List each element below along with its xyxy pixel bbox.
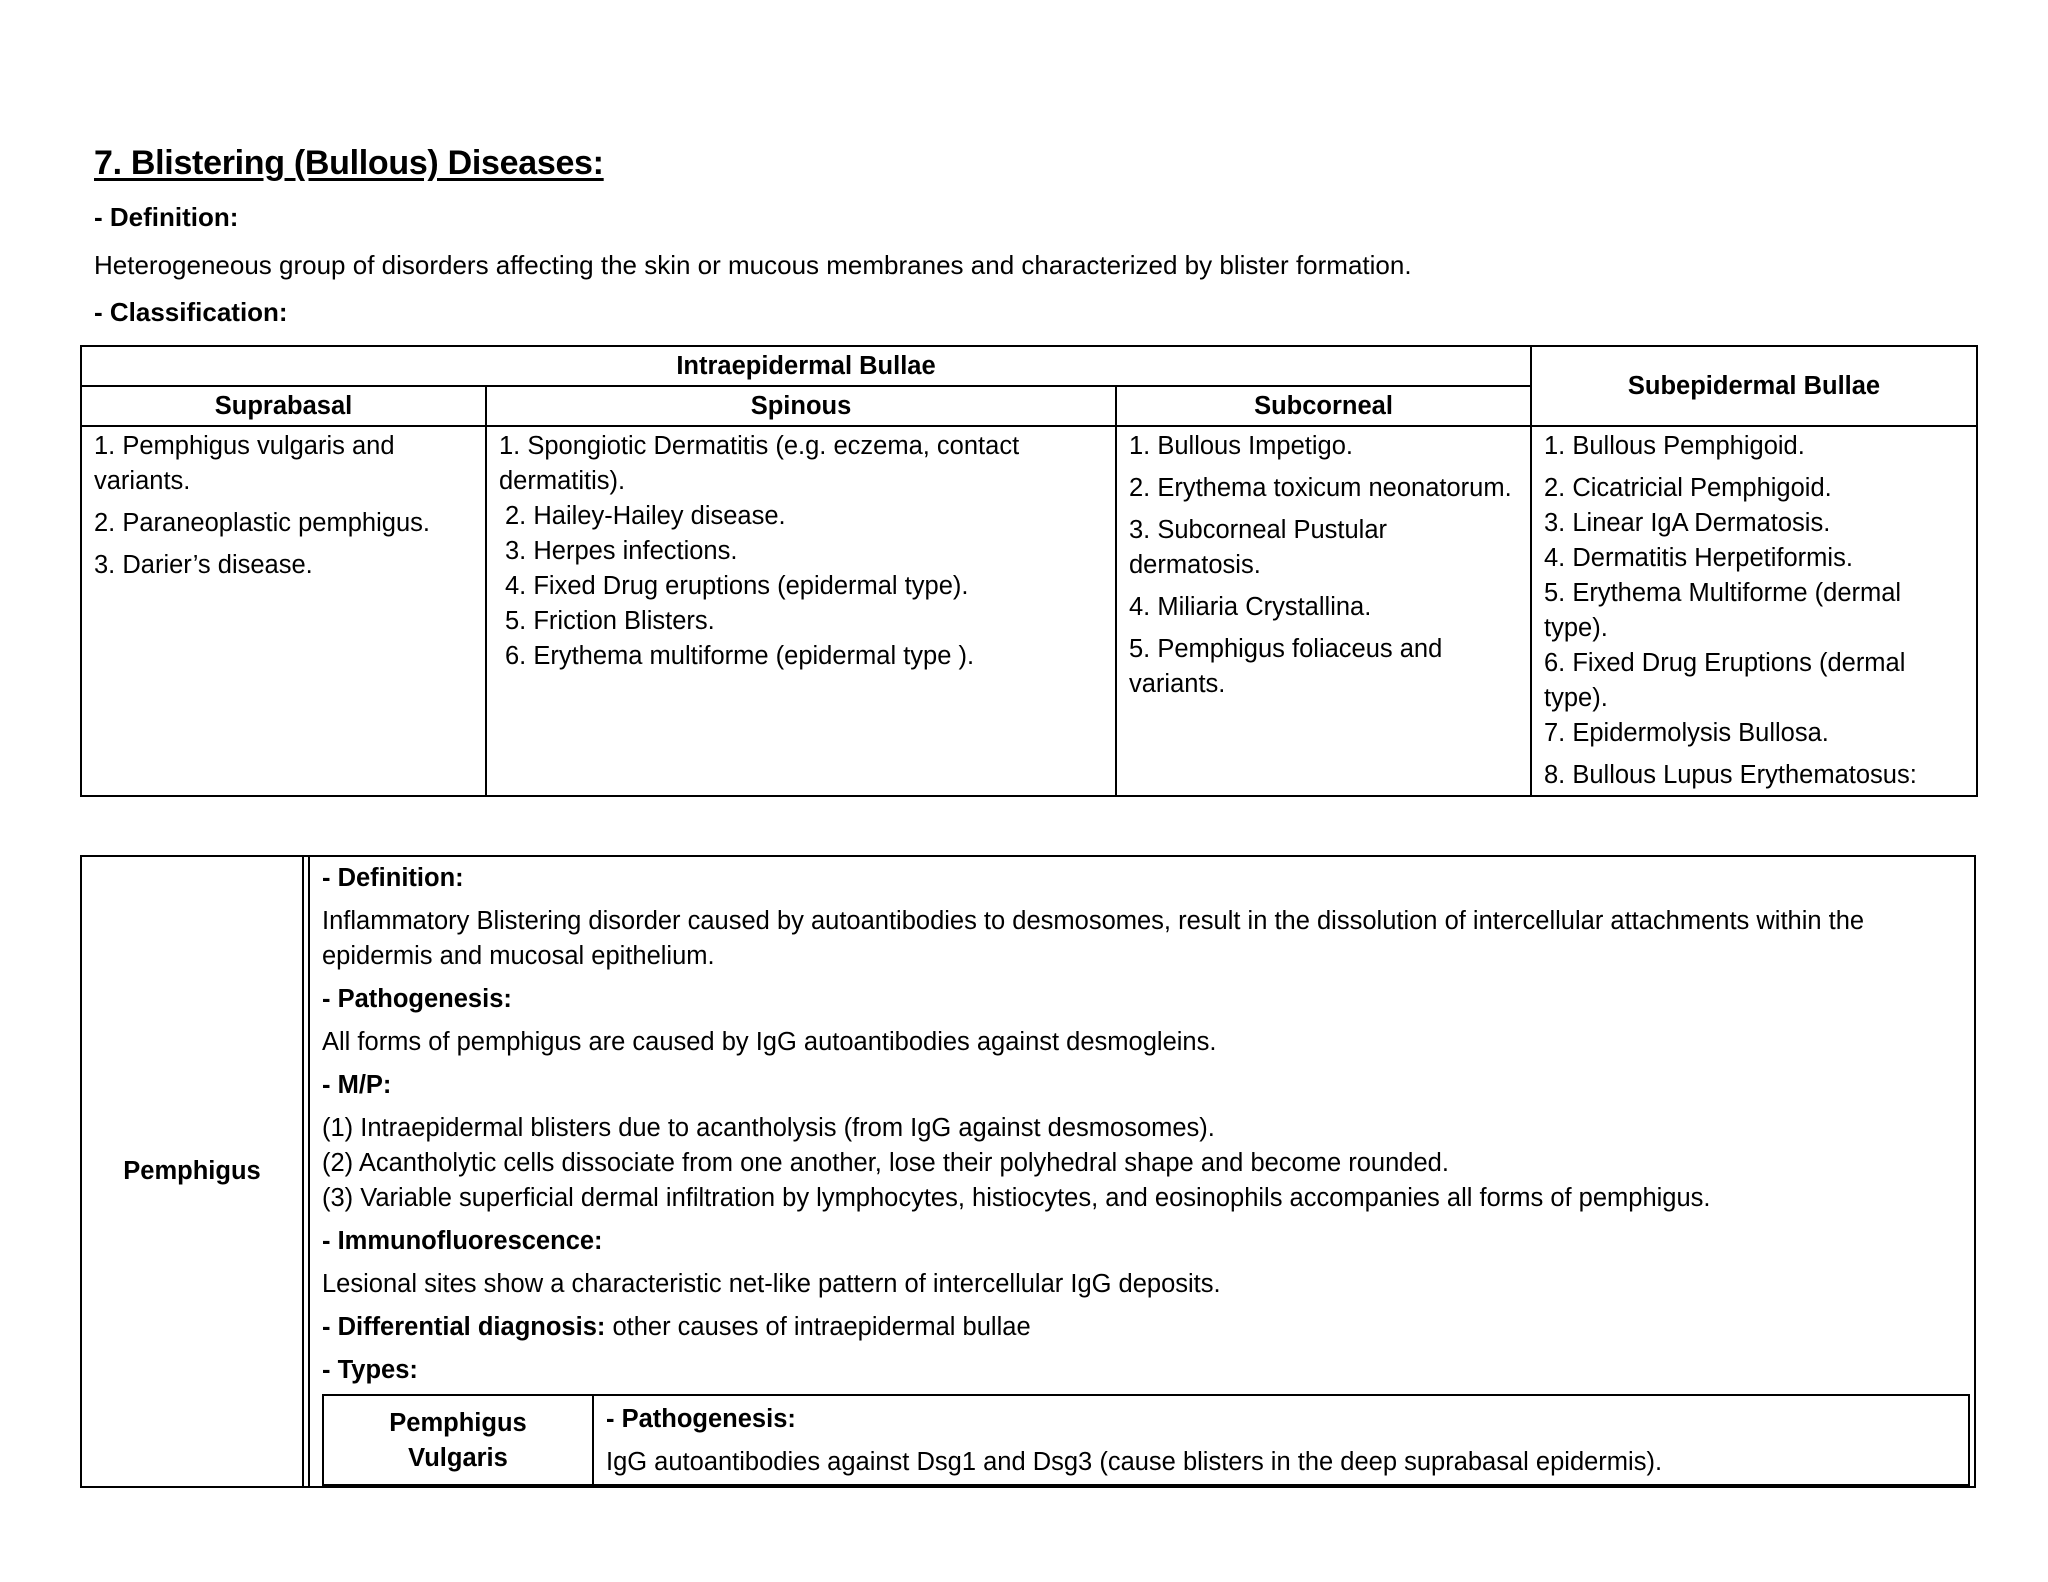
immunofluorescence-text: Lesional sites show a characteristic net-like pattern of intercellular IgG deposits.	[322, 1270, 1221, 1298]
suprabasal-header: Suprabasal	[81, 386, 486, 426]
pemphigus-pathogenesis-label: - Pathogenesis:	[322, 985, 512, 1013]
list-item: 5. Pemphigus foliaceus and variants.	[1129, 635, 1443, 698]
list-item: 2. Hailey-Hailey disease.	[505, 502, 786, 530]
type-name: Pemphigus Vulgaris	[323, 1395, 593, 1485]
list-item: 2. Erythema toxicum neonatorum.	[1129, 474, 1512, 502]
section-title: 7. Blistering (Bullous) Diseases:	[94, 144, 604, 182]
type-pathogenesis-text: IgG autoantibodies against Dsg1 and Dsg3 (cause blisters in the deep suprabasal epidermis).	[606, 1448, 1663, 1476]
list-item: 8. Bullous Lupus Erythematosus:	[1544, 761, 1917, 789]
types-table	[322, 1394, 1970, 1486]
list-item: 2. Cicatricial Pemphigoid.	[1544, 474, 1832, 502]
list-item: 6. Erythema multiforme (epidermal type ).	[505, 642, 975, 670]
intraepidermal-header: Intraepidermal Bullae	[81, 346, 1531, 386]
list-item: 5. Friction Blisters.	[505, 607, 715, 635]
list-item: 3. Linear IgA Dermatosis.	[1544, 509, 1831, 537]
mp-label: - M/P:	[322, 1071, 392, 1099]
list-item: 3. Darier’s disease.	[94, 551, 313, 579]
differential-diagnosis-text: other causes of intraepidermal bullae	[605, 1313, 1031, 1341]
classification-table	[80, 345, 1978, 797]
pemphigus-pathogenesis-text: All forms of pemphigus are caused by IgG autoantibodies against desmogleins.	[322, 1028, 1217, 1056]
subcorneal-list	[1116, 426, 1531, 796]
list-item: 5. Erythema Multiforme (dermal type).	[1544, 579, 1902, 642]
types-label: - Types:	[322, 1356, 418, 1384]
type-pathogenesis-label: - Pathogenesis:	[606, 1405, 796, 1433]
definition-text: Heterogeneous group of disorders affecting the skin or mucous membranes and characterized by blister formation.	[94, 250, 1412, 280]
classification-label: - Classification:	[94, 297, 288, 327]
subepidermal-list	[1531, 426, 1977, 796]
pemphigus-definition-label: - Definition:	[322, 864, 464, 892]
list-item: 1. Bullous Impetigo.	[1129, 432, 1353, 460]
list-item: 4. Fixed Drug eruptions (epidermal type).	[505, 572, 969, 600]
mp-item: (3) Variable superficial dermal infiltration by lymphocytes, histiocytes, and eosinophils accompanies all forms of pemphigus.	[322, 1184, 1711, 1212]
definition-label: - Definition:	[94, 202, 239, 232]
differential-diagnosis-label: - Differential diagnosis:	[322, 1313, 606, 1341]
suprabasal-list	[81, 426, 486, 796]
list-item: 3. Herpes infections.	[505, 537, 738, 565]
pemphigus-details	[309, 856, 1975, 1487]
mp-item: (1) Intraepidermal blisters due to acantholysis (from IgG against desmosomes).	[322, 1114, 1215, 1142]
list-item: 4. Dermatitis Herpetiformis.	[1544, 544, 1853, 572]
subepidermal-header: Subepidermal Bullae	[1531, 346, 1977, 426]
spinous-list	[486, 426, 1116, 796]
pemphigus-name: Pemphigus	[81, 856, 303, 1487]
subcorneal-header: Subcorneal	[1116, 386, 1531, 426]
spinous-header: Spinous	[486, 386, 1116, 426]
list-item: 6. Fixed Drug Eruptions (dermal type).	[1544, 649, 1906, 712]
list-item: 1. Pemphigus vulgaris and variants.	[94, 432, 395, 495]
type-details	[593, 1395, 1969, 1485]
differential-diagnosis	[322, 1310, 1962, 1345]
pemphigus-definition-text: Inflammatory Blistering disorder caused by autoantibodies to desmosomes, result in the dissolution of intercellular attachments within the epidermis and mucosal epithelium.	[322, 907, 1865, 970]
list-item: 3. Subcorneal Pustular dermatosis.	[1129, 516, 1387, 579]
list-item: 1. Spongiotic Dermatitis (e.g. eczema, contact dermatitis).	[499, 432, 1020, 495]
pemphigus-table	[80, 855, 1976, 1488]
immunofluorescence-label: - Immunofluorescence:	[322, 1227, 603, 1255]
list-item: 7. Epidermolysis Bullosa.	[1544, 719, 1829, 747]
list-item: 2. Paraneoplastic pemphigus.	[94, 509, 430, 537]
list-item: 1. Bullous Pemphigoid.	[1544, 432, 1805, 460]
list-item: 4. Miliaria Crystallina.	[1129, 593, 1372, 621]
mp-item: (2) Acantholytic cells dissociate from one another, lose their polyhedral shape and become rounded.	[322, 1149, 1449, 1177]
